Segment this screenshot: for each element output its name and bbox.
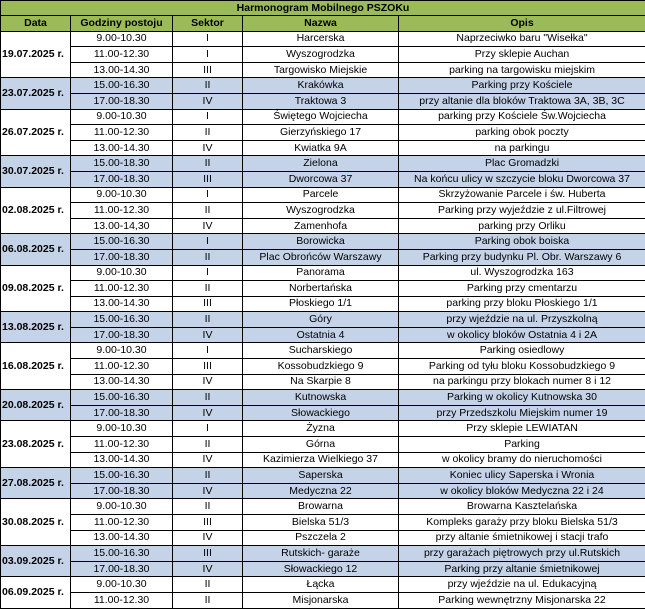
sector-cell: II (173, 577, 243, 593)
name-cell: Norbertańska (243, 281, 399, 297)
name-cell: Kazimierza Wielkiego 37 (243, 452, 399, 468)
name-cell: Zielona (243, 156, 399, 172)
hours-cell: 17.00-18.30 (71, 171, 173, 187)
name-cell: Sucharskiego (243, 343, 399, 359)
hours-cell: 11.00-12.30 (71, 281, 173, 297)
sector-cell: IV (173, 405, 243, 421)
hours-cell: 15.00-16.30 (71, 468, 173, 484)
name-cell: Plac Obrońców Warszawy (243, 249, 399, 265)
hours-cell: 15.00-16.30 (71, 546, 173, 562)
name-cell: Góry (243, 312, 399, 328)
sector-cell: I (173, 343, 243, 359)
description-cell: na parkingu (399, 140, 645, 156)
sector-cell: II (173, 390, 243, 406)
table-row (1, 47, 645, 63)
name-cell: Łącka (243, 577, 399, 593)
header-hours: Godziny postoju (71, 16, 173, 32)
table-row (1, 592, 645, 608)
name-cell: Ostatnia 4 (243, 327, 399, 343)
hours-cell: 11.00-12.30 (71, 437, 173, 453)
sector-cell: III (173, 62, 243, 78)
table-row (1, 421, 645, 437)
table-row (1, 374, 645, 390)
header-name: Nazwa (243, 16, 399, 32)
name-cell: Borowicka (243, 234, 399, 250)
description-cell: Browarna Kasztelańska (399, 499, 645, 515)
hours-cell: 15.00-16.30 (71, 78, 173, 94)
hours-cell: 13.00-14.30 (71, 296, 173, 312)
description-cell: w okolicy bramy do nieruchomości (399, 452, 645, 468)
name-cell: Harcerska (243, 31, 399, 47)
hours-cell: 9.00-10.30 (71, 343, 173, 359)
sector-cell: II (173, 312, 243, 328)
date-cell: 16.08.2025 r. (1, 343, 71, 390)
date-cell: 27.08.2025 r. (1, 468, 71, 499)
sector-cell: II (173, 437, 243, 453)
date-cell: 03.09.2025 r. (1, 546, 71, 577)
description-cell: Kompleks garaży przy bloku Bielska 51/3 (399, 515, 645, 531)
description-cell: przy garażach piętrowych przy ul.Rutskich (399, 546, 645, 562)
date-cell: 30.07.2025 r. (1, 156, 71, 187)
description-cell: w okolicy bloków Medyczna 22 i 24 (399, 483, 645, 499)
table-row (1, 499, 645, 515)
description-cell: Naprzeciwko baru "Wisełka" (399, 31, 645, 47)
name-cell: Świętego Wojciecha (243, 109, 399, 125)
sector-cell: II (173, 78, 243, 94)
date-cell: 02.08.2025 r. (1, 187, 71, 234)
hours-cell: 13.00-14.30 (71, 374, 173, 390)
name-cell: Krakówka (243, 78, 399, 94)
description-cell: Plac Gromadzki (399, 156, 645, 172)
name-cell: Dworcowa 37 (243, 171, 399, 187)
sector-cell: IV (173, 561, 243, 577)
table-row (1, 281, 645, 297)
sector-cell: IV (173, 140, 243, 156)
hours-cell: 13.00-14,30 (71, 218, 173, 234)
table-row (1, 249, 645, 265)
hours-cell: 11.00-12.30 (71, 359, 173, 375)
hours-cell: 11.00-12.30 (71, 125, 173, 141)
table-row (1, 452, 645, 468)
description-cell: parking obok poczty (399, 125, 645, 141)
table-row (1, 515, 645, 531)
hours-cell: 17.00-18.30 (71, 93, 173, 109)
hours-cell: 9.00-10.30 (71, 265, 173, 281)
hours-cell: 15.00-16.30 (71, 390, 173, 406)
description-cell: Parking przy Kościele (399, 78, 645, 94)
description-cell: parking przy Kościele Św.Wojciecha (399, 109, 645, 125)
name-cell: Bielska 51/3 (243, 515, 399, 531)
description-cell: przy wjeździe na ul. Przyszkolną (399, 312, 645, 328)
name-cell: Wyszogrodzka (243, 47, 399, 63)
description-cell: Parking obok boiska (399, 234, 645, 250)
table-row (1, 483, 645, 499)
description-cell: przy altanie dla bloków Traktowa 3A, 3B, 3C (399, 93, 645, 109)
hours-cell: 11.00-12.30 (71, 592, 173, 608)
table-row (1, 437, 645, 453)
title-row (1, 1, 645, 16)
description-cell: Koniec ulicy Saperska i Wronia (399, 468, 645, 484)
description-cell: przy altanie śmietnikowej i stacji trafo (399, 530, 645, 546)
date-cell: 23.07.2025 r. (1, 78, 71, 109)
sector-cell: II (173, 468, 243, 484)
description-cell: przy Przedszkolu Miejskim numer 19 (399, 405, 645, 421)
name-cell: Kutnowska (243, 390, 399, 406)
sector-cell: I (173, 234, 243, 250)
table-row (1, 187, 645, 203)
hours-cell: 15.00-16.30 (71, 312, 173, 328)
table-row (1, 125, 645, 141)
sector-cell: II (173, 281, 243, 297)
name-cell: Misjonarska (243, 592, 399, 608)
name-cell: Browarna (243, 499, 399, 515)
table-row (1, 140, 645, 156)
description-cell: Przy sklepie LEWIATAN (399, 421, 645, 437)
sector-cell: III (173, 546, 243, 562)
sector-cell: IV (173, 93, 243, 109)
table-row (1, 234, 645, 250)
name-cell: Wyszogrodzka (243, 203, 399, 219)
sector-cell: IV (173, 483, 243, 499)
table-row (1, 468, 645, 484)
hours-cell: 11.00-12.30 (71, 47, 173, 63)
name-cell: Rutskich- garaże (243, 546, 399, 562)
sector-cell: IV (173, 327, 243, 343)
name-cell: Płoskiego 1/1 (243, 296, 399, 312)
table-row (1, 561, 645, 577)
date-cell: 19.07.2025 r. (1, 31, 71, 78)
name-cell: Saperska (243, 468, 399, 484)
description-cell: Parking od tyłu bloku Kossobudzkiego 9 (399, 359, 645, 375)
sector-cell: I (173, 421, 243, 437)
table-row (1, 359, 645, 375)
table-row (1, 296, 645, 312)
table-row (1, 93, 645, 109)
hours-cell: 9.00-10.30 (71, 31, 173, 47)
name-cell: Żyzna (243, 421, 399, 437)
name-cell: Kwiatka 9A (243, 140, 399, 156)
date-cell: 23.08.2025 r. (1, 421, 71, 468)
table-row (1, 312, 645, 328)
name-cell: Zamenhofa (243, 218, 399, 234)
description-cell: Parking osiedlowy (399, 343, 645, 359)
name-cell: Medyczna 22 (243, 483, 399, 499)
description-cell: ul. Wyszogrodzka 163 (399, 265, 645, 281)
table-row (1, 265, 645, 281)
table-row (1, 390, 645, 406)
table-row (1, 171, 645, 187)
name-cell: Panorama (243, 265, 399, 281)
table-row (1, 405, 645, 421)
sector-cell: I (173, 47, 243, 63)
header-row (1, 16, 645, 32)
schedule-body (1, 31, 645, 608)
name-cell: Gierzyńskiego 17 (243, 125, 399, 141)
table-row (1, 343, 645, 359)
hours-cell: 13.00-14.30 (71, 530, 173, 546)
description-cell: Przy sklepie Auchan (399, 47, 645, 63)
sector-cell: III (173, 359, 243, 375)
sector-cell: IV (173, 452, 243, 468)
description-cell: Parking przy altanie śmietnikowej (399, 561, 645, 577)
description-cell: Na końcu ulicy w szczycie bloku Dworcowa 37 (399, 171, 645, 187)
hours-cell: 9.00-10.30 (71, 499, 173, 515)
sector-cell: I (173, 109, 243, 125)
hours-cell: 9.00-10.30 (71, 187, 173, 203)
sector-cell: I (173, 31, 243, 47)
sector-cell: IV (173, 374, 243, 390)
hours-cell: 11.00-12.30 (71, 203, 173, 219)
date-cell: 26.07.2025 r. (1, 109, 71, 156)
table-row (1, 530, 645, 546)
hours-cell: 15.00-18.30 (71, 156, 173, 172)
sector-cell: IV (173, 530, 243, 546)
table-row (1, 577, 645, 593)
description-cell: przy wjeździe na ul. Edukacyjną (399, 577, 645, 593)
name-cell: Targowisko Miejskie (243, 62, 399, 78)
sector-cell: II (173, 249, 243, 265)
hours-cell: 15.00-16.30 (71, 234, 173, 250)
description-cell: Parking (399, 437, 645, 453)
hours-cell: 9.00-10.30 (71, 109, 173, 125)
hours-cell: 9.00-10.30 (71, 421, 173, 437)
header-sector: Sektor (173, 16, 243, 32)
name-cell: Parcele (243, 187, 399, 203)
description-cell: Parking wewnętrzny Misjonarska 22 (399, 592, 645, 608)
sector-cell: III (173, 296, 243, 312)
sector-cell: III (173, 171, 243, 187)
description-cell: Parking przy wyjeździe z ul.Filtrowej (399, 203, 645, 219)
name-cell: Na Skarpie 8 (243, 374, 399, 390)
hours-cell: 13.00-14.30 (71, 140, 173, 156)
header-date: Data (1, 16, 71, 32)
date-cell: 06.08.2025 r. (1, 234, 71, 265)
hours-cell: 17.00-18.30 (71, 405, 173, 421)
sector-cell: I (173, 187, 243, 203)
sector-cell: II (173, 499, 243, 515)
sector-cell: II (173, 592, 243, 608)
table-row (1, 109, 645, 125)
date-cell: 09.08.2025 r. (1, 265, 71, 312)
name-cell: Pszczela 2 (243, 530, 399, 546)
table-title: Harmonogram Mobilnego PSZOKu (1, 1, 645, 16)
sector-cell: IV (173, 218, 243, 234)
table-row (1, 327, 645, 343)
sector-cell: I (173, 265, 243, 281)
table-row (1, 546, 645, 562)
name-cell: Kossobudzkiego 9 (243, 359, 399, 375)
hours-cell: 11.00-12.30 (71, 515, 173, 531)
description-cell: Skrzyżowanie Parcele i św. Huberta (399, 187, 645, 203)
description-cell: parking na targowisku miejskim (399, 62, 645, 78)
hours-cell: 9.00-10.30 (71, 577, 173, 593)
description-cell: w okolicy bloków Ostatnia 4 i 2A (399, 327, 645, 343)
table-row (1, 203, 645, 219)
hours-cell: 13.00-14.30 (71, 452, 173, 468)
description-cell: Parking przy budynku Pl. Obr. Warszawy 6 (399, 249, 645, 265)
name-cell: Słowackiego (243, 405, 399, 421)
table-row (1, 31, 645, 47)
sector-cell: III (173, 515, 243, 531)
table-row (1, 218, 645, 234)
description-cell: parking przy bloku Płoskiego 1/1 (399, 296, 645, 312)
description-cell: Parking w okolicy Kutnowska 30 (399, 390, 645, 406)
description-cell: parking przy Orliku (399, 218, 645, 234)
sector-cell: II (173, 203, 243, 219)
hours-cell: 17.00-18.30 (71, 561, 173, 577)
sector-cell: II (173, 125, 243, 141)
name-cell: Górna (243, 437, 399, 453)
description-cell: Parking przy cmentarzu (399, 281, 645, 297)
hours-cell: 17.00-18.30 (71, 327, 173, 343)
description-cell: na parkingu przy blokach numer 8 i 12 (399, 374, 645, 390)
table-row (1, 156, 645, 172)
date-cell: 06.09.2025 r. (1, 577, 71, 608)
name-cell: Słowackiego 12 (243, 561, 399, 577)
sector-cell: II (173, 156, 243, 172)
date-cell: 13.08.2025 r. (1, 312, 71, 343)
hours-cell: 13.00-14.30 (71, 62, 173, 78)
table-row (1, 78, 645, 94)
date-cell: 30.08.2025 r. (1, 499, 71, 546)
hours-cell: 17.00-18.30 (71, 249, 173, 265)
header-description: Opis (399, 16, 645, 32)
name-cell: Traktowa 3 (243, 93, 399, 109)
table-row (1, 62, 645, 78)
hours-cell: 17.00-18.30 (71, 483, 173, 499)
date-cell: 20.08.2025 r. (1, 390, 71, 421)
